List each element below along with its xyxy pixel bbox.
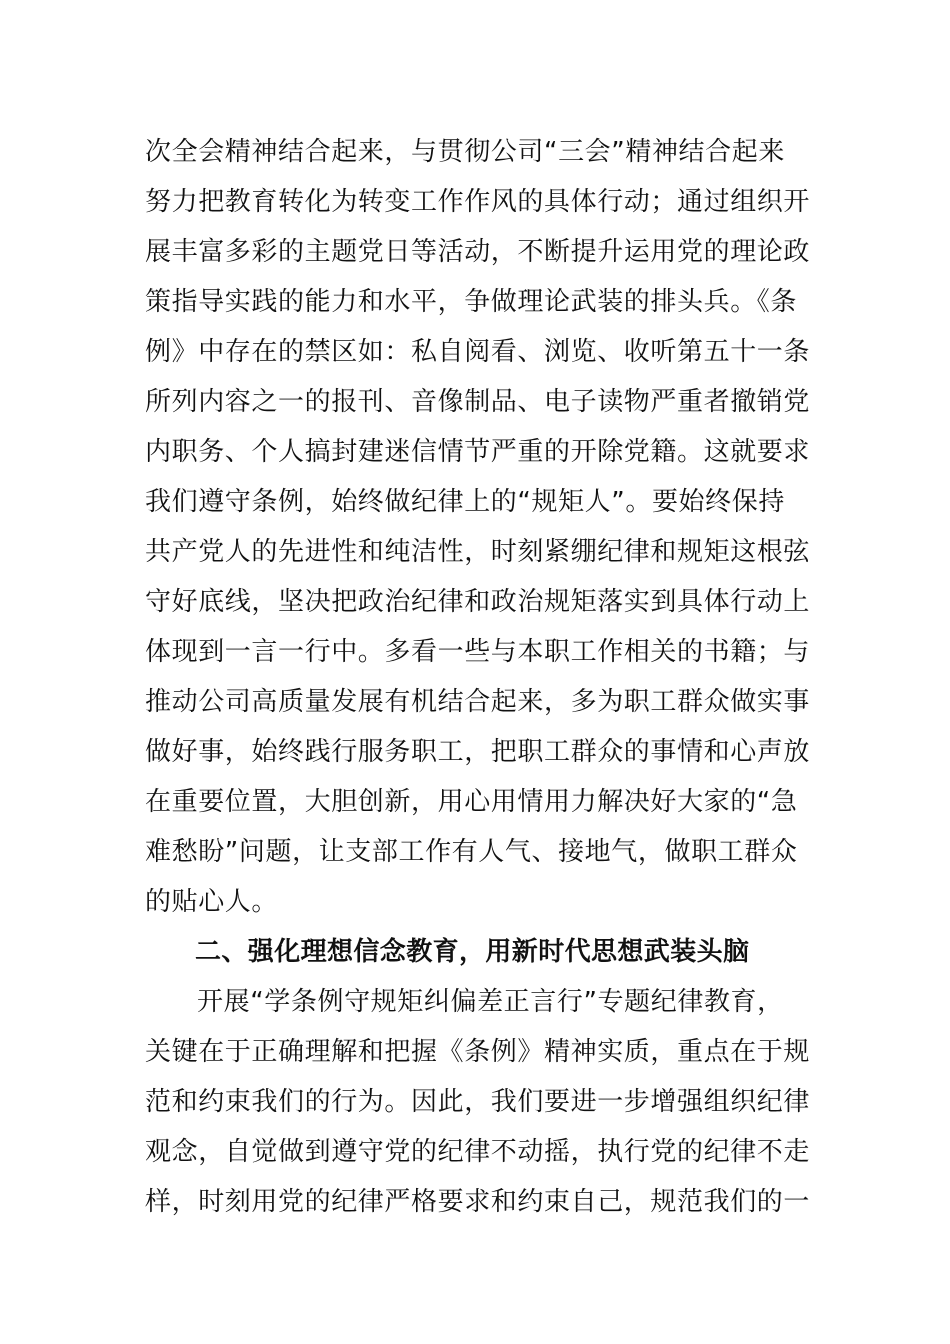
body-line: 守好底线，坚决把政治纪律和政治规矩落实到具体行动上 <box>145 587 811 617</box>
body-line: 共产党人的先进性和纯洁性，时刻紧绷纪律和规矩这根弦 <box>145 537 811 567</box>
body-line: 开展“学条例守规矩纠偏差正言行”专题纪律教育， <box>197 987 784 1017</box>
body-line: 样，时刻用党的纪律严格要求和约束自己，规范我们的一 <box>145 1187 811 1217</box>
body-line: 范和约束我们的行为。因此，我们要进一步增强组织纪律 <box>145 1087 811 1117</box>
body-line: 例》中存在的禁区如：私自阅看、浏览、收听第五十一条 <box>145 337 811 367</box>
body-line: 努力把教育转化为转变工作作风的具体行动；通过组织开 <box>145 187 811 217</box>
body-line: 的贴心人。 <box>145 887 279 917</box>
body-line: 我们遵守条例，始终做纪律上的“规矩人”。要始终保持 <box>145 487 785 517</box>
body-line: 做好事，始终践行服务职工，把职工群众的事情和心声放 <box>145 737 811 767</box>
body-line: 关键在于正确理解和把握《条例》精神实质，重点在于规 <box>145 1037 811 1067</box>
body-line: 次全会精神结合起来，与贯彻公司“三会”精神结合起来 <box>145 137 785 167</box>
body-line: 展丰富多彩的主题党日等活动，不断提升运用党的理论政 <box>145 237 811 267</box>
body-line: 体现到一言一行中。多看一些与本职工作相关的书籍；与 <box>145 637 811 667</box>
body-line: 策指导实践的能力和水平，争做理论武装的排头兵。《条 <box>145 287 798 317</box>
body-line: 难愁盼”问题，让支部工作有人气、接地气，做职工群众 <box>145 837 798 867</box>
body-line: 在重要位置，大胆创新，用心用情用力解决好大家的“急 <box>145 787 798 817</box>
body-line: 内职务、个人搞封建迷信情节严重的开除党籍。这就要求 <box>145 437 811 467</box>
body-line: 推动公司高质量发展有机结合起来，多为职工群众做实事 <box>145 687 811 717</box>
body-line: 观念，自觉做到遵守党的纪律不动摇，执行党的纪律不走 <box>145 1137 811 1167</box>
body-line: 所列内容之一的报刊、音像制品、电子读物严重者撤销党 <box>145 387 811 417</box>
section-heading: 二、强化理想信念教育，用新时代思想武装头脑 <box>195 937 750 967</box>
